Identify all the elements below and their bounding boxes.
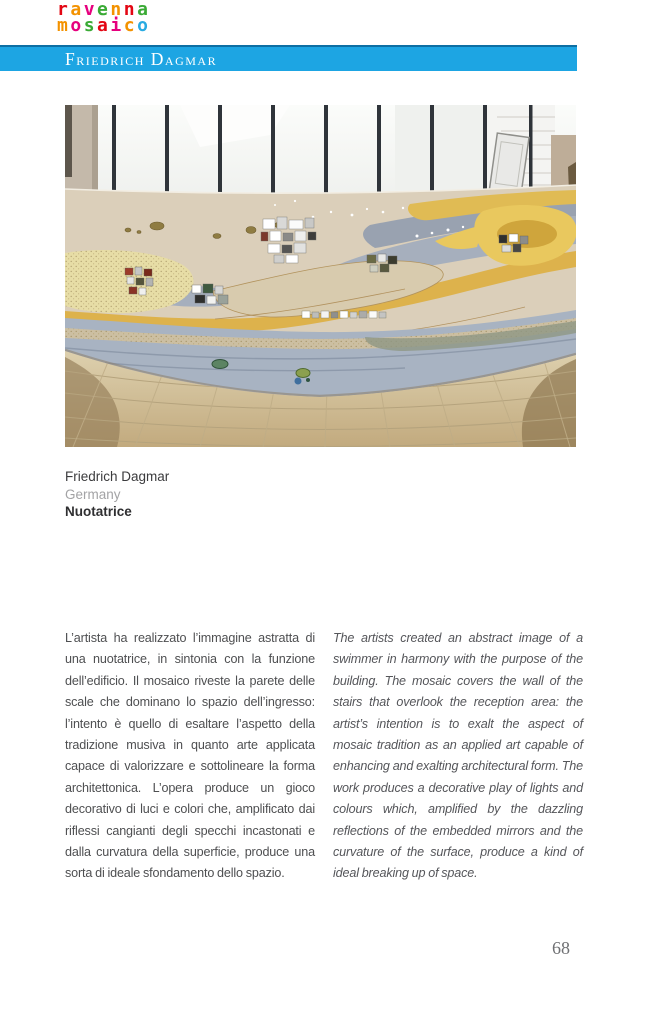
caption-work-title: Nuotatrice bbox=[65, 504, 132, 519]
logo-letter: o bbox=[70, 14, 84, 36]
logo-letter: r bbox=[57, 0, 71, 20]
logo-letter: i bbox=[110, 14, 124, 36]
body-text-italian: L’artista ha realizzato l’immagine astratta di una nuotatrice, in sintonia con la funzione dell’edificio. Il mosaico riveste la parete delle scale che dominano lo spazio dell’ingresso: l’intento è quello di esaltare l’aspetto della tradizione musiva in quanto arte applicata capace di valorizzare e sottolineare la forma architettonica. L’opera produce un gioco decorativo di luci e colori che, amplificato dai riflessi cangianti degli specchi incastonati e dalla curvatura della superficie, produce una sorta di ideale sfondamento dello spazio. bbox=[65, 631, 315, 881]
logo-letter: a bbox=[137, 0, 151, 20]
logo-letter: n bbox=[110, 0, 124, 20]
caption-artist-name: Friedrich Dagmar bbox=[65, 469, 170, 484]
caption-country: Germany bbox=[65, 486, 121, 502]
body-text-english: The artists created an abstract image of a swimmer in harmony with the purpose of the building. The mosaic covers the wall of the stairs that overlook the reception area: the artist’s intention is to exalt the aspect of mosaic tradition as an applied art capable of enhancing and exalting architectural form. The work produces a decorative play of lights and colours which, amplified by the dazzling reflections of the embedded mirrors and the curvature of the surface, produce a kind of ideal breaking up of space. bbox=[333, 631, 583, 881]
artist-header-band bbox=[0, 45, 577, 71]
logo-letter: v bbox=[83, 0, 98, 20]
logo-letter: a bbox=[70, 0, 84, 20]
artist-name-heading: Friedrich Dagmar bbox=[65, 48, 218, 69]
mosaic-photo-illustration bbox=[65, 105, 576, 447]
logo-letter: m bbox=[57, 14, 71, 36]
ravenna-mosaico-logo bbox=[57, 0, 151, 36]
logo-letter: o bbox=[137, 14, 151, 36]
logo-letter: e bbox=[97, 0, 111, 20]
logo-letter: c bbox=[123, 14, 138, 36]
logo-row-mosaico bbox=[57, 14, 151, 36]
logo-letter: n bbox=[123, 0, 138, 20]
page-number: 68 bbox=[552, 938, 570, 958]
artwork-photo bbox=[65, 105, 576, 447]
logo-letter: s bbox=[83, 14, 98, 36]
body-text-columns bbox=[65, 628, 583, 885]
logo-letter: a bbox=[97, 14, 111, 36]
photo-caption bbox=[65, 468, 169, 521]
